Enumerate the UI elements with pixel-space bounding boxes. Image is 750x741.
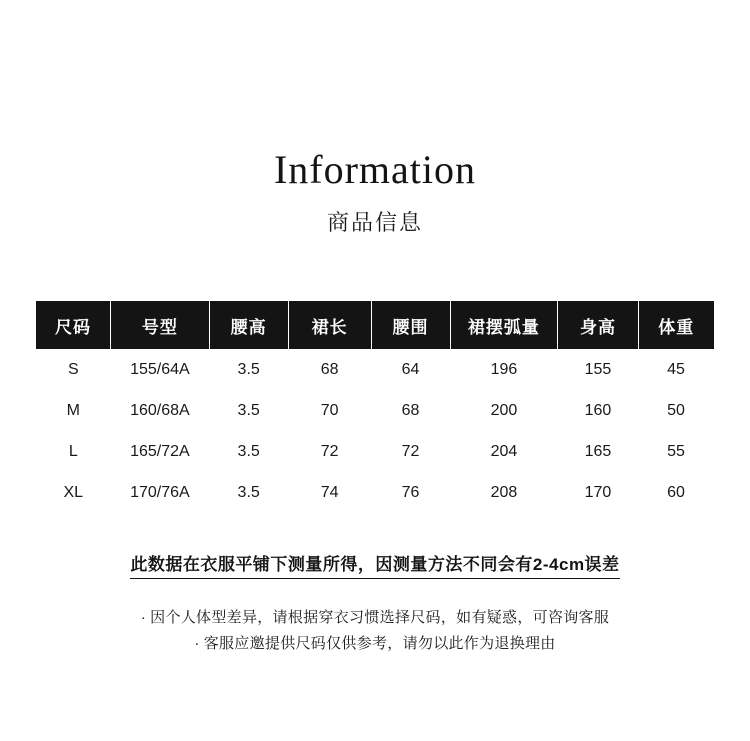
cell-waistline: 64 bbox=[371, 349, 450, 390]
column-header-height: 身高 bbox=[558, 301, 638, 349]
cell-hem-arc: 208 bbox=[450, 472, 558, 514]
column-header-waist-height: 腰高 bbox=[209, 301, 288, 349]
cell-waistline: 68 bbox=[371, 390, 450, 431]
cell-size: S bbox=[36, 349, 111, 390]
list-item bbox=[36, 631, 714, 657]
cell-skirt-length: 70 bbox=[288, 390, 371, 431]
cell-waistline: 72 bbox=[371, 431, 450, 472]
cell-hem-arc: 196 bbox=[450, 349, 558, 390]
cell-waist-height: 3.5 bbox=[209, 431, 288, 472]
list-item-label: 客服应邀提供尺码仅供参考，请勿以此作为退换理由 bbox=[203, 635, 556, 652]
list-item-label: 因个人体型差异，请根据穿衣习惯选择尺码，如有疑惑，可咨询客服 bbox=[150, 609, 610, 626]
cell-height: 170 bbox=[558, 472, 638, 514]
cell-height: 165 bbox=[558, 431, 638, 472]
cell-waist-height: 3.5 bbox=[209, 472, 288, 514]
cell-model: 160/68A bbox=[111, 390, 210, 431]
cell-waist-height: 3.5 bbox=[209, 390, 288, 431]
column-header-weight: 体重 bbox=[638, 301, 714, 349]
column-header-model: 号型 bbox=[111, 301, 210, 349]
bullet-marker-icon: · bbox=[140, 609, 147, 626]
column-header-skirt-length: 裙长 bbox=[288, 301, 371, 349]
cell-waistline: 76 bbox=[371, 472, 450, 514]
cell-skirt-length: 72 bbox=[288, 431, 371, 472]
measurement-notice-text: 此数据在衣服平铺下测量所得，因测量方法不同会有2-4cm误差 bbox=[130, 550, 619, 579]
cell-weight: 50 bbox=[638, 390, 714, 431]
page-title-cn: 商品信息 bbox=[326, 210, 423, 235]
cell-height: 155 bbox=[558, 349, 638, 390]
cell-weight: 45 bbox=[638, 349, 714, 390]
cell-hem-arc: 200 bbox=[450, 390, 558, 431]
column-header-hem-arc: 裙摆弧量 bbox=[450, 301, 558, 349]
size-chart-table bbox=[36, 301, 714, 514]
cell-skirt-length: 68 bbox=[288, 349, 371, 390]
cell-model: 155/64A bbox=[111, 349, 210, 390]
table-row bbox=[36, 390, 714, 431]
cell-hem-arc: 204 bbox=[450, 431, 558, 472]
cell-size: M bbox=[36, 390, 111, 431]
cell-skirt-length: 74 bbox=[288, 472, 371, 514]
bullet-marker-icon: · bbox=[194, 635, 200, 652]
size-chart-body bbox=[36, 349, 714, 514]
size-chart-container bbox=[36, 301, 714, 514]
disclaimer-list bbox=[36, 605, 714, 657]
table-row bbox=[36, 349, 714, 390]
page-title-en: Information bbox=[273, 147, 477, 192]
table-header-row bbox=[36, 301, 714, 349]
measurement-notice bbox=[36, 550, 714, 579]
cell-model: 170/76A bbox=[111, 472, 210, 514]
cell-model: 165/72A bbox=[111, 431, 210, 472]
size-chart-header bbox=[36, 301, 714, 349]
table-row bbox=[36, 431, 714, 472]
cell-weight: 60 bbox=[638, 472, 714, 514]
page-header bbox=[0, 0, 750, 237]
cell-size: L bbox=[36, 431, 111, 472]
column-header-waistline: 腰围 bbox=[371, 301, 450, 349]
cell-size: XL bbox=[36, 472, 111, 514]
column-header-size: 尺码 bbox=[36, 301, 111, 349]
list-item bbox=[36, 605, 714, 631]
cell-waist-height: 3.5 bbox=[209, 349, 288, 390]
cell-height: 160 bbox=[558, 390, 638, 431]
cell-weight: 55 bbox=[638, 431, 714, 472]
table-row bbox=[36, 472, 714, 514]
